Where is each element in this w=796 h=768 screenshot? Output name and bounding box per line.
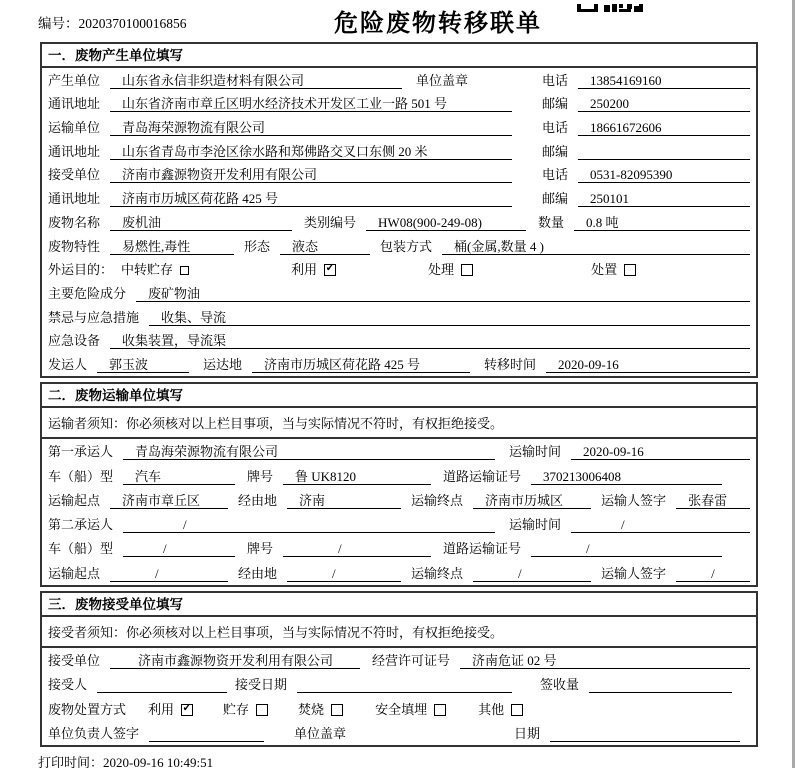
transporter-address-field[interactable]: 山东省青岛市李沧区徐水路和郑佛路交叉口东侧 20 米 [110, 144, 512, 160]
checkbox-purpose-treat[interactable] [461, 264, 473, 276]
producer-field[interactable]: 山东省永信非织造材料有限公司 [110, 73, 402, 89]
received-qty-label: 签收量 [540, 677, 580, 693]
packaging-label: 包装方式 [380, 238, 433, 254]
carrier1-terminus-field[interactable]: 济南市历城区 [473, 493, 591, 509]
producer-phone-label: 电话 [541, 72, 568, 88]
producer-zip-field[interactable]: 250200 [578, 96, 750, 112]
taboo-row [42, 305, 756, 329]
carrier2-plate-label: 牌号 [247, 541, 274, 557]
transfer-time-label: 转移时间 [484, 356, 537, 372]
carrier1-vehicle-field[interactable]: 汽车 [123, 469, 235, 485]
transporter-field[interactable]: 青岛海荣源物流有限公司 [110, 120, 512, 136]
disposal-landfill-label: 安全填埋 [375, 701, 428, 717]
disposal-store-label: 贮存 [223, 701, 250, 717]
carrier1-row [42, 439, 756, 463]
checkbox-disposal-landfill[interactable] [434, 704, 446, 716]
receiver-notice-text: 接受者须知：你必须核对以上栏目事项，当与实际情况不符时，有权拒绝接受。 [48, 624, 504, 640]
receiver-address-label: 通讯地址 [48, 191, 101, 207]
section-receiver [40, 591, 758, 747]
producer-zip-label: 邮编 [541, 96, 568, 112]
characteristics-row [42, 234, 756, 258]
disposal-use-label: 利用 [148, 701, 175, 717]
packaging-field[interactable]: 桶(金属,数量 4 ) [442, 239, 750, 255]
section2-header: 二．废物运输单位填写 [42, 384, 756, 408]
producer-address-row [42, 92, 756, 116]
carrier1-route-row [42, 488, 756, 512]
page-edge-line [792, 0, 795, 768]
category-field[interactable]: HW08(900-249-08) [366, 215, 526, 231]
carrier2-vehicle-row [42, 536, 756, 560]
carrier1-origin-field[interactable]: 济南市章丘区 [110, 493, 228, 509]
receiver-field[interactable]: 济南市鑫源物资开发利用有限公司 [110, 167, 512, 183]
recipient-label: 接受人 [48, 677, 88, 693]
carrier2-origin-field[interactable]: / [110, 566, 228, 582]
producer-row [42, 68, 756, 92]
transporter-notice-text: 运输者须知：你必须核对以上栏目事项，当与实际情况不符时，有权拒绝接受。 [48, 415, 504, 431]
carrier1-origin-label: 运输起点 [48, 492, 101, 508]
purpose-treat-label: 处理 [428, 262, 455, 278]
receiving-unit-row [42, 648, 756, 672]
destination-label: 运达地 [203, 356, 243, 372]
carrier1-field[interactable]: 青岛海荣源物流有限公司 [123, 444, 495, 460]
form-top-bar [0, 0, 796, 42]
carrier2-via-label: 经由地 [238, 565, 278, 581]
carrier2-terminus-field[interactable]: / [473, 566, 591, 582]
disposal-other-label: 其他 [478, 701, 505, 717]
disposal-burn-label: 焚烧 [298, 701, 325, 717]
checkbox-disposal-burn[interactable] [331, 704, 343, 716]
transporter-phone-field[interactable]: 18661672606 [578, 120, 750, 136]
destination-field[interactable]: 济南市历城区荷花路 425 号 [252, 357, 470, 373]
carrier2-vehicle-label: 车（船）型 [48, 541, 114, 557]
receiver-notice [42, 617, 756, 648]
checkbox-disposal-store[interactable] [256, 704, 268, 716]
transporter-notice [42, 408, 756, 439]
section1-header: 一．废物产生单位填写 [42, 44, 756, 68]
license-label: 经营许可证号 [372, 653, 451, 669]
hazard-row [42, 281, 756, 305]
form-body [40, 42, 758, 747]
transporter-row [42, 115, 756, 139]
form-field[interactable]: 液态 [280, 239, 370, 255]
carrier1-permit-field[interactable]: 370213006408 [531, 469, 722, 485]
carrier1-plate-label: 牌号 [247, 468, 274, 484]
consignor-label: 发运人 [48, 356, 88, 372]
print-time-value: 2020-09-16 10:49:51 [103, 754, 214, 768]
checkbox-disposal-other[interactable] [511, 704, 523, 716]
carrier2-permit-label: 道路运输证号 [443, 541, 522, 557]
receiver-address-field[interactable]: 济南市历城区荷花路 425 号 [110, 191, 512, 207]
carrier2-vehicle-field[interactable]: / [123, 541, 235, 557]
carrier1-label: 第一承运人 [48, 444, 114, 460]
carrier2-route-row [42, 560, 756, 584]
check-mark: ✓ [325, 262, 335, 275]
transporter-address-label: 通讯地址 [48, 143, 101, 159]
characteristics-field[interactable]: 易燃性,毒性 [110, 239, 234, 255]
purpose-row [42, 258, 756, 282]
purpose-label: 外运目的： [48, 262, 114, 278]
waste-name-field[interactable]: 废机油 [110, 215, 292, 231]
equipment-field[interactable]: 收集装置，导流渠 [110, 333, 750, 349]
chief-sign-field[interactable] [149, 726, 264, 742]
serial-label: 编号： [38, 16, 79, 31]
producer-phone-field[interactable]: 13854169160 [578, 73, 750, 89]
carrier2-field[interactable]: / [123, 517, 495, 533]
receiver-phone-field[interactable]: 0531-82095390 [578, 167, 750, 183]
consignor-row [42, 352, 756, 376]
check-mark: ✓ [182, 701, 192, 714]
checkbox-purpose-dispose[interactable] [624, 264, 636, 276]
equipment-label: 应急设备 [48, 333, 101, 349]
transporter-zip-field[interactable] [578, 144, 750, 160]
checkbox-disposal-use[interactable] [181, 701, 193, 716]
receiver-phone-label: 电话 [541, 167, 568, 183]
transporter-label: 运输单位 [48, 120, 101, 136]
carrier2-sign-field[interactable]: / [676, 566, 750, 582]
carrier1-sign-field[interactable]: 张春雷 [676, 493, 750, 509]
producer-address-field[interactable]: 山东省济南市章丘区明水经济技术开发区工业一路 501 号 [110, 96, 512, 112]
receiver-address-row [42, 186, 756, 210]
carrier2-plate-field[interactable]: / [283, 541, 431, 557]
chief-sign-label: 单位负责人签字 [48, 725, 140, 741]
page-title: 危险废物转移联单 [334, 11, 542, 37]
carrier2-row [42, 512, 756, 536]
producer-address-label: 通讯地址 [48, 96, 101, 112]
license-field[interactable]: 济南危证 02 号 [460, 653, 750, 669]
carrier2-sign-label: 运输人签字 [601, 565, 667, 581]
carrier2-time-label: 运输时间 [509, 517, 562, 533]
carrier1-vehicle-row [42, 463, 756, 487]
carrier2-permit-field[interactable]: / [531, 541, 722, 557]
category-label: 类别编号 [304, 214, 357, 230]
carrier1-vehicle-label: 车（船）型 [48, 468, 114, 484]
transfer-time-field[interactable]: 2020-09-16 [546, 357, 750, 373]
carrier2-time-field[interactable]: / [571, 517, 750, 533]
receive-date-label: 接受日期 [235, 677, 288, 693]
carrier1-time-field[interactable]: 2020-09-16 [571, 444, 750, 460]
print-time [38, 752, 796, 768]
qr-code-fragment [577, 0, 643, 8]
received-qty-field[interactable] [589, 677, 732, 693]
receiver-zip-field[interactable]: 250101 [578, 191, 750, 207]
section3-header: 三．废物接受单位填写 [42, 593, 756, 617]
carrier2-label: 第二承运人 [48, 517, 114, 533]
carrier1-plate-field[interactable]: 鲁 UK8120 [283, 469, 431, 485]
waste-name-label: 废物名称 [48, 214, 101, 230]
disposal-label: 废物处置方式 [48, 701, 127, 717]
characteristics-label: 废物特性 [48, 238, 101, 254]
disposal-row [42, 696, 756, 720]
carrier1-sign-label: 运输人签字 [601, 492, 667, 508]
date-label: 日期 [514, 725, 541, 741]
print-time-label: 打印时间： [38, 754, 104, 768]
hazard-field[interactable]: 废矿物油 [136, 286, 750, 302]
unit-seal3-label: 单位盖章 [294, 725, 347, 741]
transporter-phone-label: 电话 [541, 120, 568, 136]
recipient-field[interactable] [97, 677, 227, 693]
equipment-row [42, 329, 756, 353]
carrier1-permit-label: 道路运输证号 [443, 468, 522, 484]
serial-number [38, 12, 187, 32]
receiving-unit-field[interactable]: 济南市鑫源物资开发利用有限公司 [110, 653, 360, 669]
serial-value: 2020370100016856 [78, 16, 187, 31]
purpose-dispose-label: 处置 [591, 262, 618, 278]
taboo-label: 禁忌与应急措施 [48, 309, 140, 325]
unit-seal-label: 单位盖章 [416, 72, 469, 88]
transporter-address-row [42, 139, 756, 163]
hazard-label: 主要危险成分 [48, 285, 127, 301]
transporter-zip-label: 邮编 [541, 143, 568, 159]
checkbox-purpose-use[interactable] [324, 264, 336, 276]
carrier2-origin-label: 运输起点 [48, 565, 101, 581]
carrier1-terminus-label: 运输终点 [411, 492, 464, 508]
consignor-field[interactable]: 郭玉波 [97, 357, 189, 373]
carrier1-via-label: 经由地 [238, 492, 278, 508]
receiver-label: 接受单位 [48, 167, 101, 183]
waste-name-row [42, 210, 756, 234]
checkbox-purpose-transfer[interactable] [180, 266, 189, 275]
section-producer [40, 42, 758, 378]
carrier1-via-field[interactable]: 济南 [287, 493, 401, 509]
purpose-transfer-label: 中转贮存 [121, 262, 174, 278]
producer-label: 产生单位 [48, 72, 101, 88]
quantity-field[interactable]: 0.8 吨 [574, 215, 750, 231]
receive-date-field[interactable] [297, 677, 512, 693]
carrier1-time-label: 运输时间 [509, 444, 562, 460]
section-transporter [40, 382, 758, 587]
quantity-label: 数量 [538, 214, 565, 230]
receiver-row [42, 163, 756, 187]
carrier2-terminus-label: 运输终点 [411, 565, 464, 581]
carrier2-via-field[interactable]: / [287, 566, 401, 582]
receiving-unit-label: 接受单位 [48, 653, 101, 669]
form-label: 形态 [244, 238, 271, 254]
taboo-field[interactable]: 收集、导流 [149, 310, 750, 326]
date-field[interactable] [550, 726, 740, 742]
recipient-row [42, 672, 756, 696]
purpose-use-label: 利用 [291, 262, 318, 278]
receiver-zip-label: 邮编 [541, 191, 568, 207]
chief-sign-row [42, 721, 756, 745]
